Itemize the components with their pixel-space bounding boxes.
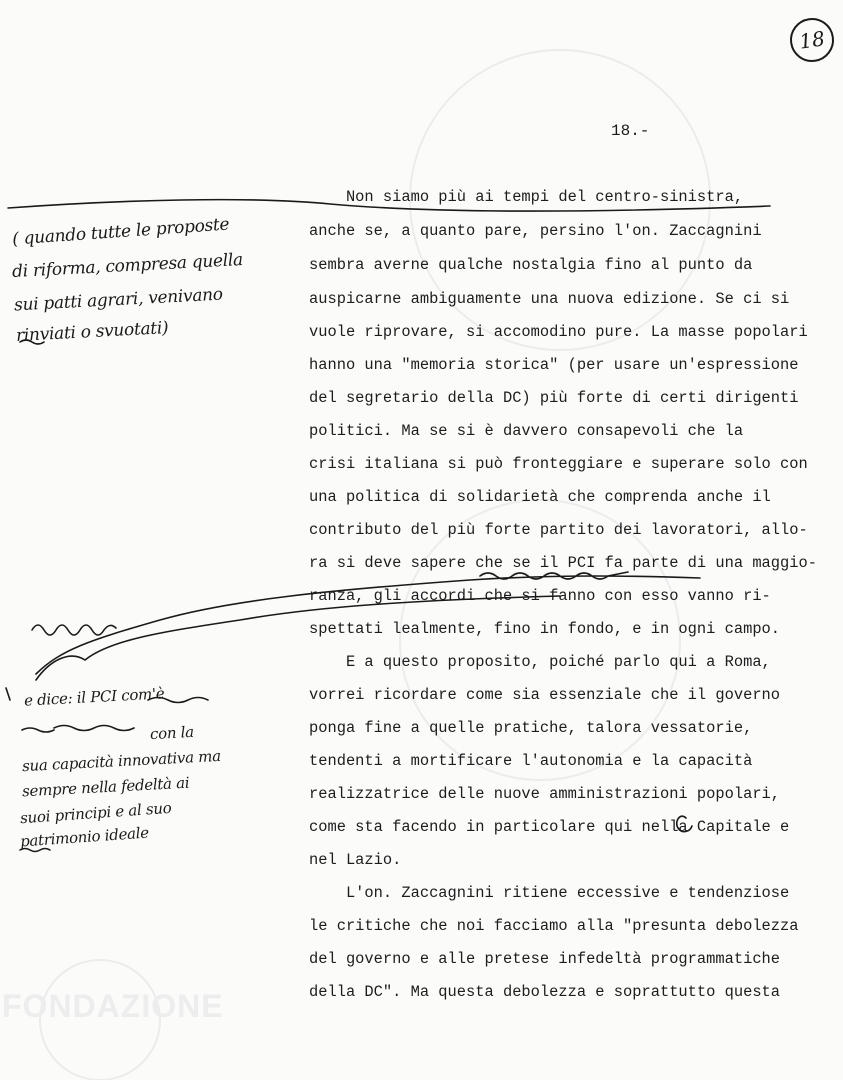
body-line: E a questo proposito, poiché parlo qui a Roma,: [309, 653, 771, 671]
body-line: Non siamo più ai tempi del centro-sinistra,: [309, 188, 744, 206]
body-line: L'on. Zaccagnini ritiene eccessive e tendenziose: [309, 884, 790, 902]
margin-note-line: rinviati o svuotati): [15, 318, 169, 346]
body-line: del governo e alle pretese infedeltà programmatiche: [309, 950, 781, 968]
body-line: auspicarne ambiguamente una nuova edizione. Se ci si: [309, 290, 790, 308]
margin-note-line: sua capacità innovativa ma: [21, 746, 222, 776]
body-line: spettati lealmente, fino in fondo, e in ogni campo.: [309, 620, 781, 638]
body-line: anche se, a quanto pare, persino l'on. Zaccagnini: [309, 222, 762, 240]
margin-note-line: patrimonio ideale: [19, 823, 150, 851]
margin-note-line: ( quando tutte le proposte: [11, 214, 230, 250]
body-line: crisi italiana si può fronteggiare e superare solo con: [309, 455, 808, 473]
body-line: tendenti a mortificare l'autonomia e la capacità: [309, 752, 753, 770]
scribble-mark: [32, 625, 116, 635]
body-line: ranza, gli accordi che si fanno con esso vanno ri-: [309, 587, 771, 605]
margin-note-line: suoi principi e al suo: [19, 798, 172, 828]
body-line: della DC". Ma questa debolezza e soprattutto questa: [309, 983, 781, 1001]
page-header: 18.-: [611, 122, 650, 140]
body-line: una politica di solidarietà che comprenda anche il: [309, 488, 771, 506]
margin-note-line: di riforma, compresa quella: [11, 249, 244, 283]
body-line: realizzatrice delle nuove amministrazioni popolari,: [309, 785, 781, 803]
body-line: ponga fine a quelle pratiche, talora vessatorie,: [309, 719, 753, 737]
body-line: sembra averne qualche nostalgia fino al punto da: [309, 256, 753, 274]
body-line: del segretario della DC) più forte di certi dirigenti: [309, 389, 799, 407]
body-line: vuole riprovare, si accomodino pure. La masse popolari: [309, 323, 808, 341]
watermark-label: FONDAZIONE: [2, 988, 224, 1024]
margin-note-line: sempre nella fedeltà ai: [21, 773, 190, 801]
circled-page-number: 18: [787, 15, 837, 65]
margin-note-line: con la: [149, 722, 195, 744]
body-line: ra si deve sapere che se il PCI fa parte di una maggio-: [309, 554, 817, 572]
body-line: vorrei ricordare come sia essenziale che il governo: [309, 686, 781, 704]
margin-note-line: sui patti agrari, venivano: [13, 284, 224, 316]
body-line: hanno una "memoria storica" (per usare un'espressione: [309, 356, 799, 374]
margin-note-line: e dice: il PCI com'è: [23, 684, 165, 710]
wavy-underline: [480, 572, 628, 579]
body-line: politici. Ma se si è davvero consapevoli che la: [309, 422, 744, 440]
body-line: come sta facendo in particolare qui nella Capitale e: [309, 818, 790, 836]
strike-through: [22, 726, 134, 733]
body-line: nel Lazio.: [309, 851, 402, 869]
body-line: contributo del più forte partito dei lavoratori, allo-: [309, 521, 808, 539]
body-line: le critiche che noi facciamo alla "presunta debolezza: [309, 917, 799, 935]
